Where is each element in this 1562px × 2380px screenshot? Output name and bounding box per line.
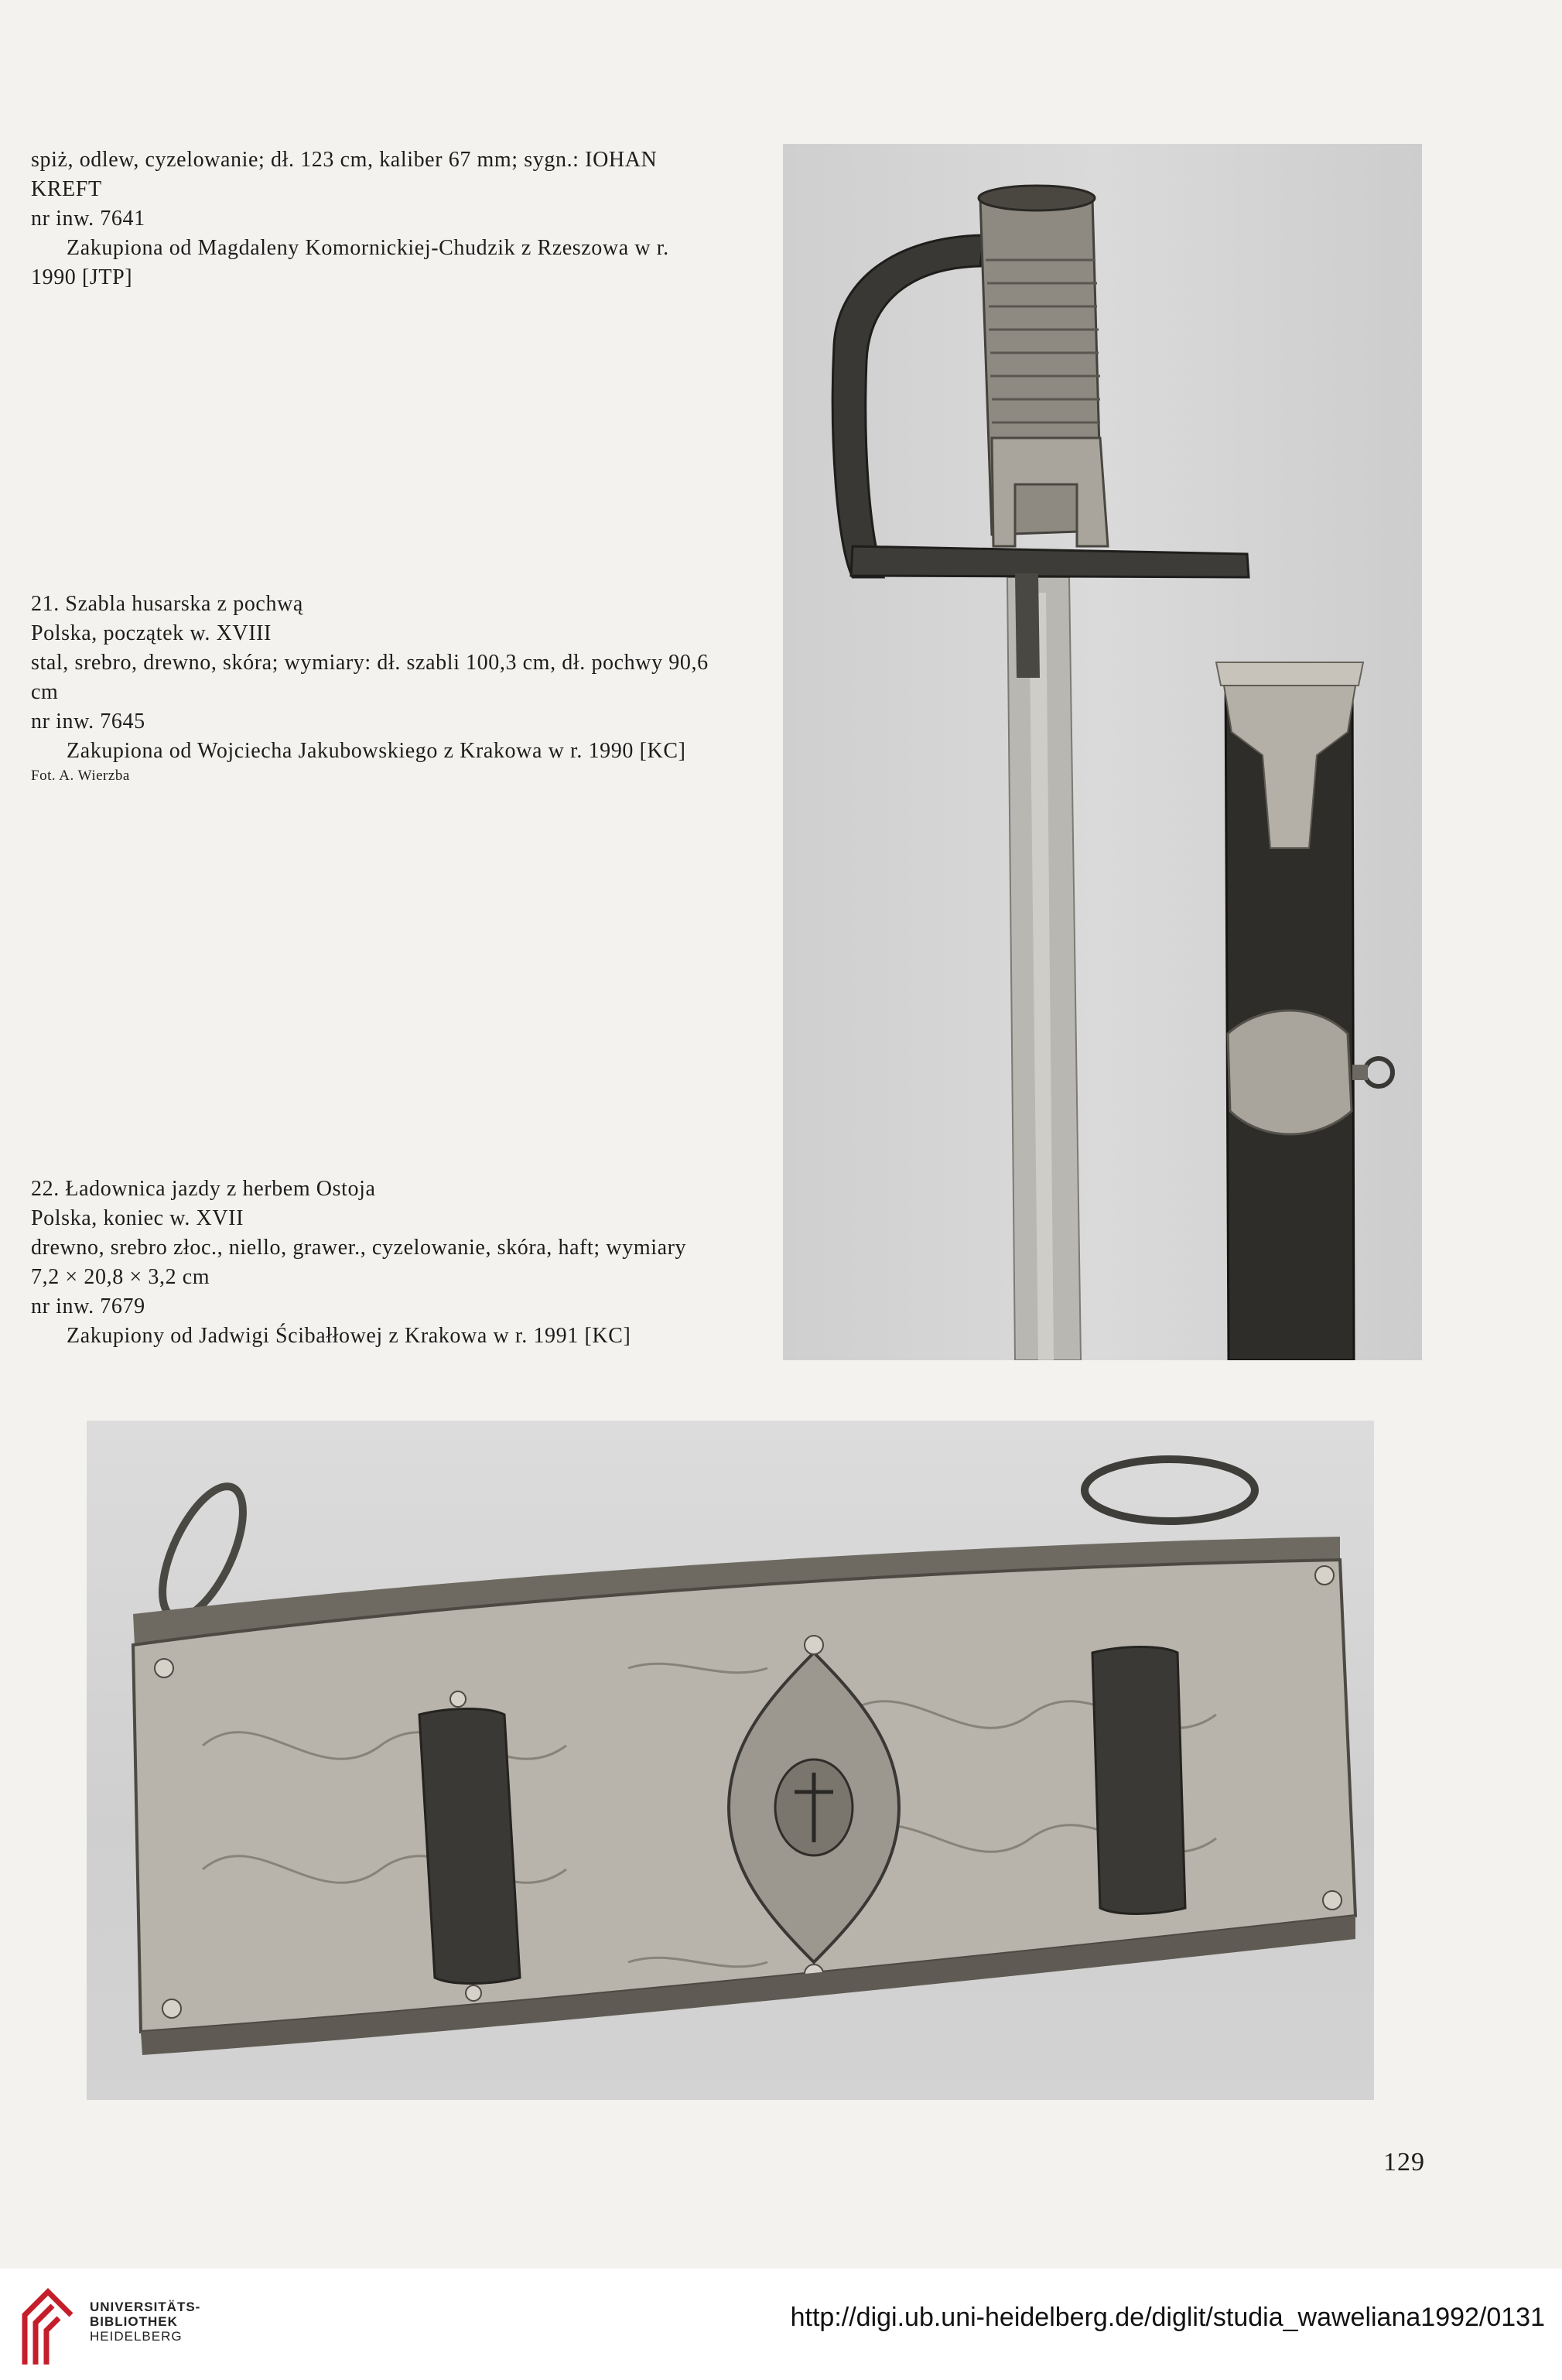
page-number: 129 xyxy=(1383,2148,1425,2177)
entry-21-acquisition: Zakupiona od Wojciecha Jakubowskiego z Krakowa w r. 1990 [KC] xyxy=(67,739,686,763)
entry-22-materials: drewno, srebro złoc., niello, grawer., cyzelowanie, skóra, haft; wymiary 7,2 × 20,8 × 3,2 cm xyxy=(31,1236,687,1289)
entry-22-title: 22. Ładownica jazdy z herbem Ostoja xyxy=(31,1177,376,1201)
saber-photo xyxy=(783,144,1422,1360)
entry-22-acquisition: Zakupiony od Jadwigi Ścibałłowej z Krakowa w r. 1991 [KC] xyxy=(67,1324,631,1348)
cartridge-pouch-photo xyxy=(87,1421,1374,2100)
library-name-line-1: UNIVERSITÄTS- xyxy=(90,2300,201,2314)
entry-21-title: 21. Szabla husarska z pochwą xyxy=(31,592,303,616)
entry-20-line-1: spiż, odlew, cyzelowanie; dł. 123 cm, kaliber 67 mm; sygn.: IOHAN xyxy=(31,148,658,172)
entry-20-inventory: nr inw. 7641 xyxy=(31,207,145,231)
cartridge-pouch-illustration xyxy=(87,1421,1374,2100)
digitization-footer xyxy=(0,2269,1562,2380)
entry-20-continuation xyxy=(31,145,712,292)
library-name-line-3: HEIDELBERG xyxy=(90,2329,183,2344)
university-library-logo-icon xyxy=(17,2284,79,2368)
saber-illustration xyxy=(783,144,1422,1360)
source-url-link[interactable]: http://digi.ub.uni-heidelberg.de/diglit/studia_waweliana1992/0131 xyxy=(790,2303,1545,2332)
entry-21-materials: stal, srebro, drewno, skóra; wymiary: dł. szabli 100,3 cm, dł. pochwy 90,6 cm xyxy=(31,651,709,704)
entry-21 xyxy=(31,590,712,786)
photo-credit: Fot. A. Wierzba xyxy=(31,768,130,784)
entry-22-origin: Polska, koniec w. XVII xyxy=(31,1206,244,1230)
library-name-line-2: BIBLIOTHEK xyxy=(90,2314,178,2329)
library-name xyxy=(90,2300,200,2344)
entry-22 xyxy=(31,1175,712,1351)
entry-20-acquisition: Zakupiona od Magdaleny Komornickiej-Chudzik z Rzeszowa w r. 1990 [JTP] xyxy=(31,236,669,289)
entry-22-inventory: nr inw. 7679 xyxy=(31,1294,145,1318)
entry-20-line-2: KREFT xyxy=(31,177,102,201)
entry-21-inventory: nr inw. 7645 xyxy=(31,710,145,733)
entry-21-origin: Polska, początek w. XVIII xyxy=(31,621,272,645)
